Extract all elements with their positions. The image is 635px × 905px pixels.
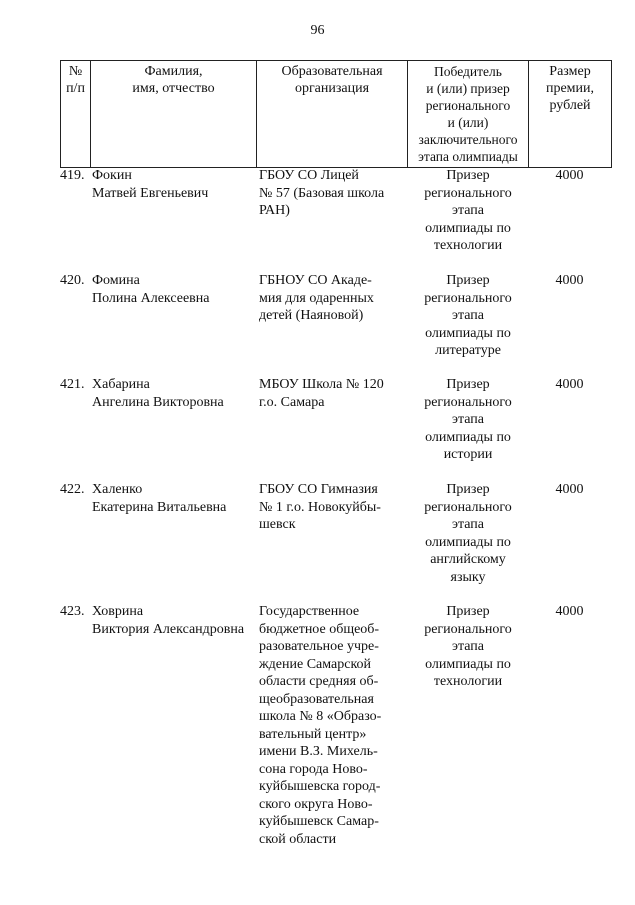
row-result: Призер регионального этапа олимпиады по литературе [424,273,512,358]
row-amount: 4000 [555,273,584,288]
header-amount: Размер премии, рублей [529,61,612,168]
row-organization: ГБНОУ СО Акаде- мия для одаренных детей (Наяновой) [259,273,374,323]
row-number: 423. [60,604,85,619]
page-number: 96 [310,23,325,38]
header-organization: Образовательная организация [257,61,408,168]
header-number: № п/п [61,61,91,168]
row-result: Призер регионального этапа олимпиады по истории [424,377,512,462]
row-amount: 4000 [555,168,584,183]
row-name: Фокин Матвей Евгеньевич [92,168,209,201]
row-organization: Государственное бюджетное общеоб- разовательное учре- ждение Самарской области средняя об- щеобразовательная школа № 8 «Образо- вательный центр» имени В.З. Михель- сона города Ново- куйбышевска город- ского округа Ново- куйбышевск Самар- ской области [259,604,382,847]
row-name: Ховрина Виктория Александровна [92,604,245,637]
row-name: Хабарина Ангелина Викторовна [92,377,224,410]
row-result: Призер регионального этапа олимпиады по технологии [424,604,512,689]
row-result: Призер регионального этапа олимпиады по технологии [424,168,512,253]
row-number: 421. [60,377,85,392]
row-amount: 4000 [555,604,584,619]
row-organization: ГБОУ СО Лицей № 57 (Базовая школа РАН) [259,168,385,218]
row-organization: МБОУ Школа № 120 г.о. Самара [259,377,384,410]
header-result: Победитель и (или) призер регионального и (или) заключительного этапа олимпиады [408,61,529,168]
row-amount: 4000 [555,482,584,497]
row-number: 419. [60,168,85,183]
row-amount: 4000 [555,377,584,392]
row-organization: ГБОУ СО Гимназия № 1 г.о. Новокуйбы- шевск [259,482,381,532]
row-number: 422. [60,482,85,497]
row-number: 420. [60,273,85,288]
row-result: Призер регионального этапа олимпиады по английскому языку [424,482,512,585]
row-name: Фомина Полина Алексеевна [92,273,210,306]
table-header [60,60,612,168]
row-name: Халенко Екатерина Витальевна [92,482,227,515]
header-name: Фамилия, имя, отчество [91,61,257,168]
